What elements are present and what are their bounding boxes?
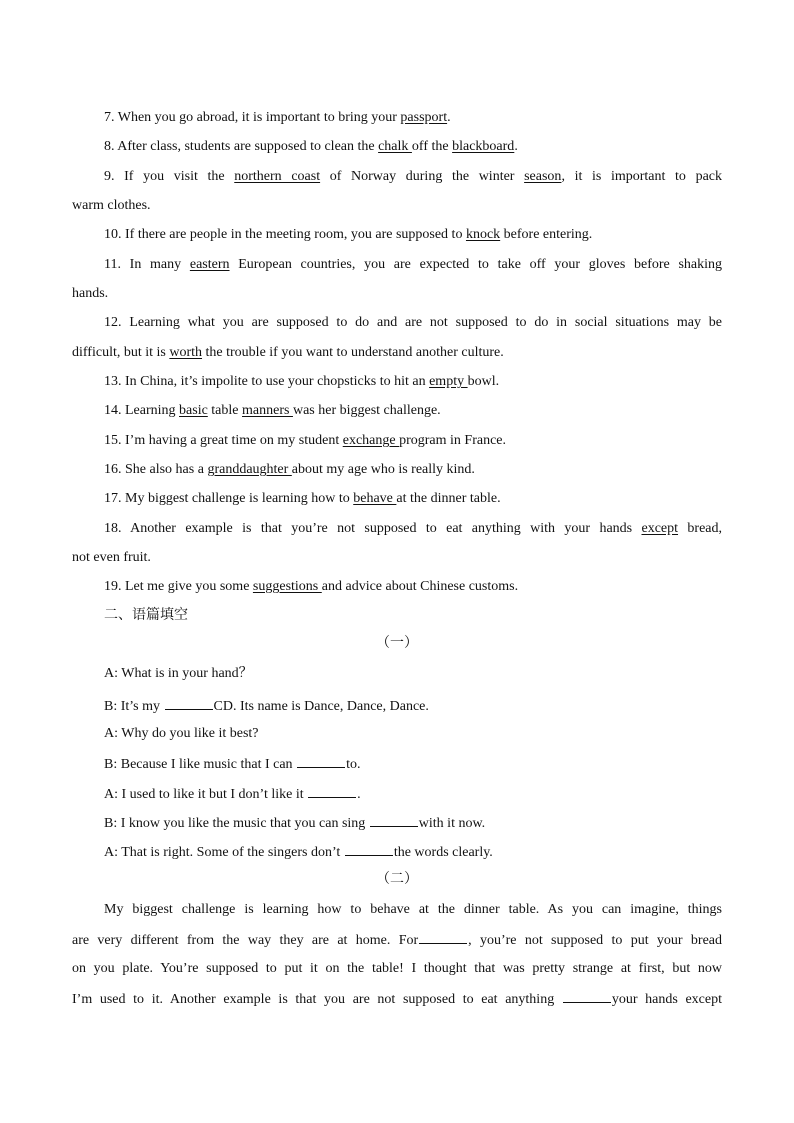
answer-basic: basic bbox=[179, 403, 208, 418]
item-15: 15. I’m having a great time on my student exchange program in France. bbox=[104, 433, 507, 448]
section-2-heading: 二、语篇填空 bbox=[104, 607, 188, 623]
item-9-line-1: 9. If you visit the northern coast of Norway during the winter season, it is important to pack bbox=[104, 169, 723, 184]
passage-line-3: on you plate. You’re supposed to put it on the table! I thought that was pretty strange at first, but now bbox=[72, 961, 722, 976]
passage-line-2: are very different from the way they are at home. For , you’re not supposed to put your bread bbox=[72, 930, 722, 950]
answer-worth: worth bbox=[169, 345, 203, 360]
blank-6[interactable] bbox=[419, 930, 467, 944]
part-1-title: （一） bbox=[376, 635, 418, 651]
item-14: 14. Learning basic table manners was her biggest challenge. bbox=[104, 403, 441, 418]
answer-season: season bbox=[524, 169, 562, 184]
item-11-line-2: hands. bbox=[72, 286, 109, 301]
dialogue-line-1: A: What is in your hand？ bbox=[104, 666, 253, 681]
item-12-line-2: difficult, but it is worth the trouble if you want to understand another culture. bbox=[72, 345, 504, 360]
answer-granddaughter: granddaughter bbox=[207, 462, 292, 477]
item-19: 19. Let me give you some suggestions and advice about Chinese customs. bbox=[104, 579, 519, 594]
answer-exchange: exchange bbox=[342, 433, 400, 448]
part-2-title: （二） bbox=[376, 871, 418, 887]
blank-5[interactable] bbox=[345, 842, 393, 856]
item-18-line-1: 18. Another example is that you’re not supposed to eat anything with your hands except bread, bbox=[104, 521, 722, 536]
item-11-line-1: 11. In many eastern European countries, you are expected to take off your gloves before shaking bbox=[104, 257, 723, 272]
dialogue-line-2: B: It’s my CD. Its name is Dance, Dance, Dance. bbox=[104, 696, 722, 716]
item-16: 16. She also has a granddaughter about my age who is really kind. bbox=[104, 462, 475, 477]
item-17: 17. My biggest challenge is learning how to behave at the dinner table. bbox=[104, 491, 501, 506]
answer-knock: knock bbox=[465, 227, 501, 242]
answer-passport: passport bbox=[400, 110, 448, 125]
answer-manners: manners bbox=[242, 403, 293, 418]
item-18-line-2: not even fruit. bbox=[72, 550, 151, 565]
item-9-line-2: warm clothes. bbox=[72, 198, 151, 213]
passage-line-4: I’m used to it. Another example is that you are not supposed to eat anything your hands except bbox=[72, 989, 722, 1009]
dialogue-line-7: A: That is right. Some of the singers don’t the words clearly. bbox=[104, 842, 722, 862]
blank-3[interactable] bbox=[308, 784, 356, 798]
dialogue-line-3: A: Why do you like it best? bbox=[104, 726, 259, 741]
item-13: 13. In China, it’s impolite to use your chopsticks to hit an empty bowl. bbox=[104, 374, 500, 389]
blank-2[interactable] bbox=[297, 754, 345, 768]
answer-northern-coast: northern coast bbox=[234, 169, 321, 184]
dialogue-line-4: B: Because I like music that I can to. bbox=[104, 754, 722, 774]
dialogue-line-5: A: I used to like it but I don’t like it . bbox=[104, 784, 722, 804]
passage-line-1: My biggest challenge is learning how to behave at the dinner table. As you can imagine, things bbox=[104, 902, 722, 917]
answer-except: except bbox=[641, 521, 679, 536]
answer-suggestions: suggestions bbox=[252, 579, 322, 594]
answer-behave: behave bbox=[353, 491, 397, 506]
answer-blackboard: blackboard bbox=[452, 139, 515, 154]
item-12-line-1: 12. Learning what you are supposed to do and are not supposed to do in social situations may be bbox=[104, 315, 722, 330]
blank-4[interactable] bbox=[370, 813, 418, 827]
blank-7[interactable] bbox=[563, 989, 611, 1003]
blank-1[interactable] bbox=[165, 696, 213, 710]
answer-eastern: eastern bbox=[189, 257, 230, 272]
item-7: 7. When you go abroad, it is important to bring your passport. bbox=[104, 110, 451, 125]
answer-chalk: chalk bbox=[378, 139, 412, 154]
item-10: 10. If there are people in the meeting room, you are supposed to knock before entering. bbox=[104, 227, 593, 242]
answer-empty: empty bbox=[429, 374, 468, 389]
dialogue-line-6: B: I know you like the music that you can sing with it now. bbox=[104, 813, 722, 833]
item-8: 8. After class, students are supposed to clean the chalk off the blackboard. bbox=[104, 139, 518, 154]
